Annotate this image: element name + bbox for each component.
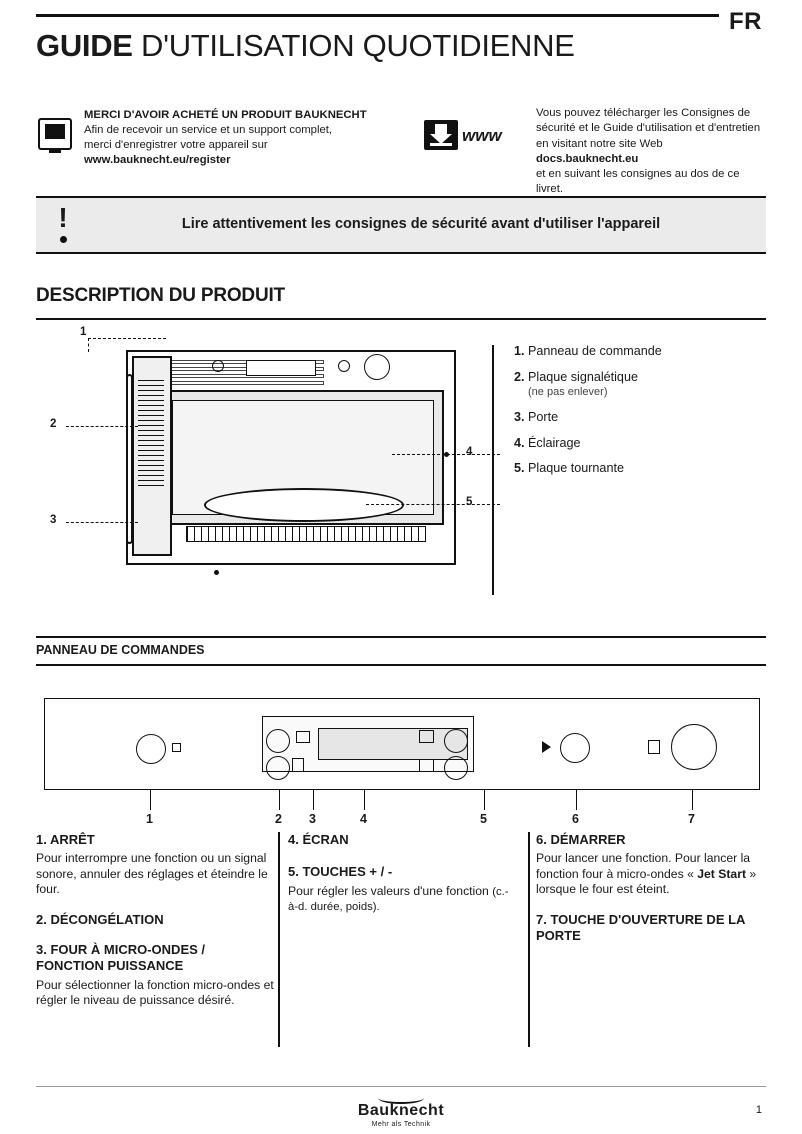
download-text: [536, 106, 768, 198]
legend-label: Panneau de commande: [528, 344, 662, 358]
cp-knob-minus: [444, 756, 468, 780]
cp-number-7: 7: [688, 812, 695, 826]
callout-2: 2: [50, 418, 57, 430]
oven-door-handle: [126, 374, 133, 544]
cp-plus-button[interactable]: [419, 730, 434, 743]
cp-knob-plus: [444, 729, 468, 753]
function-title-start: 6. DÉMARRER: [536, 832, 626, 847]
safety-text: Lire attentivement les consignes de sécurité avant d'utiliser l'appareil: [181, 216, 661, 232]
leader-line-2: [66, 426, 138, 427]
download-line2: sécurité et le Guide d'utilisation et d'entretien: [536, 122, 761, 135]
cp-tick: [364, 790, 365, 810]
functions-column-1: [36, 832, 276, 1022]
oven-door-screen: [138, 380, 164, 490]
control-panel-rule-bottom: [36, 664, 766, 666]
warning-exclamation-icon: !: [58, 208, 68, 243]
legend-item: [514, 411, 770, 424]
cp-start-triangle-icon: [542, 741, 551, 753]
leader-line-5: [366, 504, 500, 505]
register-line1: Afin de recevoir un service et un support complet,: [84, 123, 333, 136]
download-line3-pre: en visitant notre site Web: [536, 137, 663, 150]
cp-number-6: 6: [572, 812, 579, 826]
legend-num: 2.: [514, 369, 525, 384]
legend-label: Éclairage: [528, 435, 581, 450]
column-divider-1: [278, 832, 280, 1047]
leader-line-1: [88, 338, 166, 339]
cp-tick: [692, 790, 693, 810]
legend-item: [514, 437, 770, 450]
brand-name: Bauknecht: [357, 1102, 445, 1119]
function-body-plusminus-small: (c.-à-d. durée, poids).: [288, 885, 509, 914]
cp-knob-door-open: [671, 724, 717, 770]
turntable-plate: [204, 488, 404, 522]
product-illustration: [36, 326, 506, 620]
cp-knob-stop: [136, 734, 166, 764]
column-divider-2: [528, 832, 530, 1047]
product-legend: [500, 345, 770, 488]
function-body-plusminus: [288, 884, 516, 915]
cp-number-1: 1: [146, 812, 153, 826]
cp-number-4: 4: [360, 812, 367, 826]
legend-label: Porte: [528, 410, 559, 425]
legend-num: 1.: [514, 344, 525, 358]
download-line4: et en suivant les consignes au dos de ce livret.: [536, 168, 740, 196]
register-text: [84, 108, 424, 168]
function-body-stop: Pour interrompre une fonction ou un signal sonore, annuler des réglages et éteindre le four.: [36, 851, 268, 897]
leader-line-1b: [88, 338, 89, 352]
cp-number-5: 5: [480, 812, 487, 826]
function-title-display: 4. ÉCRAN: [288, 832, 349, 847]
brand-logo: [0, 1092, 802, 1128]
legend-divider: [492, 345, 494, 595]
legend-sub: (ne pas enlever): [528, 386, 608, 399]
callout-3: 3: [50, 514, 57, 526]
functions-column-3: [536, 832, 772, 947]
download-line3: [536, 137, 768, 168]
leader-line-3: [66, 522, 138, 523]
header-rule: [36, 14, 766, 17]
legend-item: [514, 371, 770, 399]
page-title-rest: D'UTILISATION QUOTIDIENNE: [132, 28, 575, 63]
description-rule: [36, 318, 766, 320]
download-icon: [424, 120, 458, 150]
cp-tick: [576, 790, 577, 810]
function-title-microwave: 3. FOUR À MICRO-ONDES / FONCTION PUISSANCE: [36, 941, 206, 974]
oven-door-open-knob: [364, 354, 390, 380]
function-body-plusminus-pre: Pour régler les valeurs d'une fonction: [288, 883, 493, 898]
callout-5: 5: [466, 496, 473, 508]
monitor-icon: [38, 118, 72, 150]
oven-bottom-grille: [186, 526, 426, 542]
cp-knob-start: [560, 733, 590, 763]
language-label: FR: [719, 8, 766, 36]
illustration-dot: [214, 570, 219, 575]
function-body-start-bold: Jet Start: [697, 866, 747, 881]
oven-knob-right: [338, 360, 350, 372]
cp-knob-defrost: [266, 729, 290, 753]
function-title-defrost: 2. DÉCONGÉLATION: [36, 911, 164, 927]
section-heading-description: DESCRIPTION DU PRODUIT: [36, 285, 285, 306]
legend-item: [514, 462, 770, 475]
functions-column-2: [288, 832, 516, 929]
cp-knob-microwave: [266, 756, 290, 780]
cp-defrost-icon: [296, 731, 310, 743]
legend-item: [514, 345, 770, 358]
safety-banner: [36, 196, 766, 254]
cp-stop-symbol: [172, 743, 181, 752]
footer-rule: [36, 1086, 766, 1087]
cp-tick: [484, 790, 485, 810]
control-panel-heading: PANNEAU DE COMMANDES: [36, 643, 205, 657]
function-body-microwave: Pour sélectionner la fonction micro-ondes et régler le niveau de puissance désiré.: [36, 977, 274, 1007]
leader-line-4: [392, 454, 500, 455]
cp-power-icon: [292, 758, 304, 772]
function-title-plusminus: 5. TOUCHES + / -: [288, 864, 393, 880]
page-number: 1: [755, 1104, 762, 1116]
function-body-start-post: » lorsque le four est éteint.: [536, 866, 757, 897]
legend-num: 5.: [514, 461, 525, 476]
cp-tick: [313, 790, 314, 810]
www-label: www: [462, 126, 502, 145]
register-line2: merci d'enregistrer votre appareil sur: [84, 138, 268, 151]
callout-1: 1: [80, 326, 87, 338]
info-band: [36, 104, 766, 196]
function-title-stop: 1. ARRÊT: [36, 832, 95, 847]
cp-number-2: 2: [275, 812, 282, 826]
register-heading: MERCI D'AVOIR ACHETÉ UN PRODUIT BAUKNECHT: [84, 109, 367, 121]
download-url[interactable]: docs.bauknecht.eu: [536, 152, 639, 165]
legend-label: Plaque signalétique: [528, 369, 638, 384]
cp-number-3: 3: [309, 812, 316, 826]
oven-control-panel: [246, 360, 316, 376]
function-body-start-pre: Pour lancer une fonction. Pour lancer la fonction four à micro-ondes «: [536, 851, 751, 881]
control-panel-rule-top: [36, 636, 766, 638]
brand-tagline: Mehr als Technik: [371, 1121, 431, 1128]
oven-knob-left: [212, 360, 224, 372]
function-title-door-open: 7. TOUCHE D'OUVERTURE DE LA PORTE: [536, 911, 745, 943]
legend-label: Plaque tournante: [528, 461, 624, 476]
cp-minus-button[interactable]: [419, 759, 434, 772]
download-line1: Vous pouvez télécharger les Consignes de: [536, 107, 751, 119]
page-title-bold: GUIDE: [36, 28, 133, 63]
legend-num: 3.: [514, 410, 525, 425]
function-body-start: [536, 851, 772, 897]
legend-num: 4.: [514, 435, 525, 450]
register-url[interactable]: www.bauknecht.eu/register: [84, 153, 231, 166]
cp-tick: [279, 790, 280, 810]
callout-4: 4: [466, 446, 473, 458]
cp-door-icon: [648, 740, 660, 754]
page-title: [36, 28, 575, 64]
cp-tick: [150, 790, 151, 810]
